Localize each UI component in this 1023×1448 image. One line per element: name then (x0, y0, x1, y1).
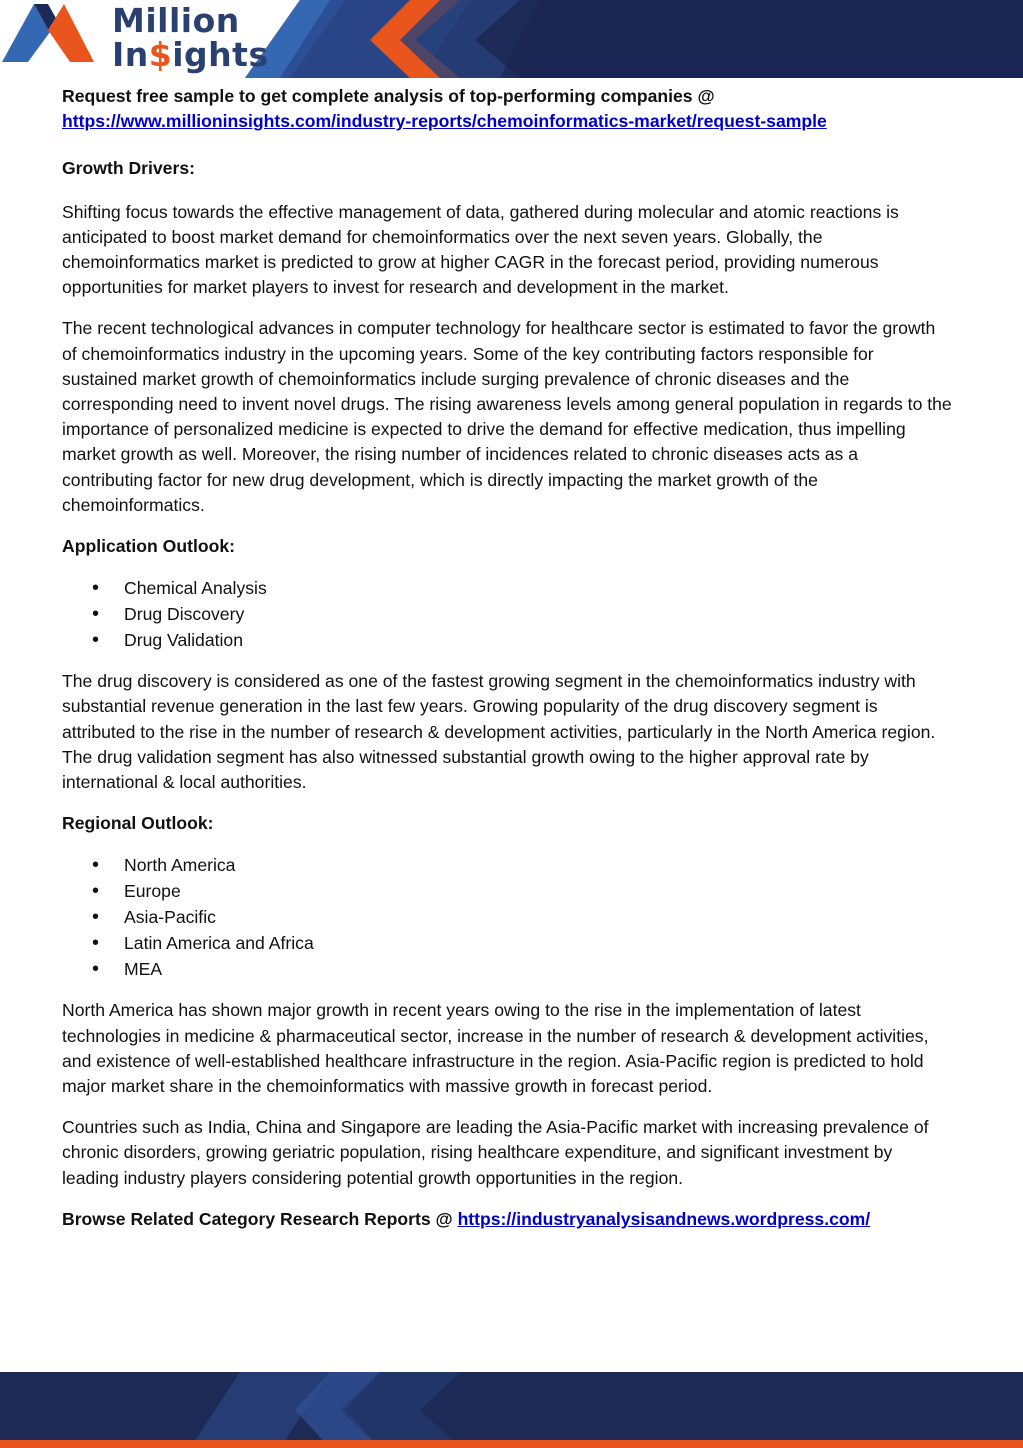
intro-text: Request free sample to get complete analysis of top-performing companies @ (62, 86, 715, 106)
regional-paragraph-1: North America has shown major growth in recent years owing to the rise in the implementation of latest technologies in medicine & pharmaceutical sector, increase in the number of research & development activities, and existence of well-established healthcare infrastructure in the region. Asia-Pacific region is predicted to hold major market share in the chemoinformatics with massive growth in forecast period. (62, 1000, 929, 1097)
growth-paragraph-1: Shifting focus towards the effective management of data, gathered during molecular and atomic reactions is anticipated to boost market demand for chemoinformatics over the next seven years. Globally, the chemoinformatics market is predicted to grow at higher CAGR in the forecast period, providing numerous opportunities for market players to invest for research and development in the market. (62, 201, 899, 298)
list-item: • Europe (62, 878, 952, 904)
application-list (62, 575, 952, 653)
growth-paragraph-2: The recent technological advances in computer technology for healthcare sector is estimated to favor the growth of chemoinformatics industry in the upcoming years. Some of the key contributing factors responsible for sustained market growth of chemoinformatics include surging prevalence of chronic diseases and the corresponding need to invent novel drugs. The rising awareness levels among general population in regards to the importance of personalized medicine is expected to drive the demand for effective medication, thus impelling market growth as well. Moreover, the rising number of incidences related to chronic diseases acts as a contributing factor for new drug development, which is directly impacting the market growth of the chemoinformatics. (62, 318, 952, 515)
brand-logo-text (112, 1, 269, 74)
list-item: • Drug Discovery (62, 601, 952, 627)
brand-line2 (112, 35, 269, 74)
list-item: • MEA (62, 956, 952, 982)
brand-line2-b: ights (172, 35, 269, 74)
brand-line2-a: In (112, 35, 149, 74)
application-heading: Application Outlook: (62, 536, 235, 557)
regional-heading: Regional Outlook: (62, 813, 214, 834)
list-item: • Asia-Pacific (62, 904, 952, 930)
logo-icon (0, 0, 96, 64)
browse-link[interactable]: https://industryanalysisandnews.wordpress.com/ (457, 1208, 871, 1229)
regional-list (62, 852, 952, 982)
browse-paragraph (62, 1207, 952, 1232)
footer-banner (0, 1372, 1023, 1448)
growth-heading: Growth Drivers: (62, 158, 195, 179)
request-sample-link[interactable]: https://www.millioninsights.com/industry-reports/chemoinformatics-market/request-sample (62, 111, 827, 132)
list-item: • Chemical Analysis (62, 575, 952, 601)
browse-text: Browse Related Category Research Reports @ (62, 1208, 453, 1229)
list-item: • Drug Validation (62, 627, 952, 653)
document-body (62, 84, 952, 1248)
regional-paragraph-2: Countries such as India, China and Singapore are leading the Asia-Pacific market with increasing prevalence of chronic disorders, growing geriatric population, rising healthcare expenditure, and significant investment by leading industry players considering potential growth opportunities in the region. (62, 1117, 929, 1188)
brand-dollar: $ (148, 35, 173, 74)
list-item: • Latin America and Africa (62, 930, 952, 956)
brand-line1: Million (112, 1, 240, 40)
footer-graphic (0, 1372, 1023, 1448)
list-item: • North America (62, 852, 952, 878)
intro-paragraph (62, 84, 952, 134)
application-paragraph: The drug discovery is considered as one of the fastest growing segment in the chemoinformatics industry with substantial revenue generation in the last few years. Growing popularity of the drug discovery segment is attributed to the rise in the number of research & development activities, particularly in the North America region. The drug validation segment has also witnessed substantial growth owing to the higher approval rate by international & local authorities. (62, 671, 936, 793)
header-banner (0, 0, 1023, 78)
